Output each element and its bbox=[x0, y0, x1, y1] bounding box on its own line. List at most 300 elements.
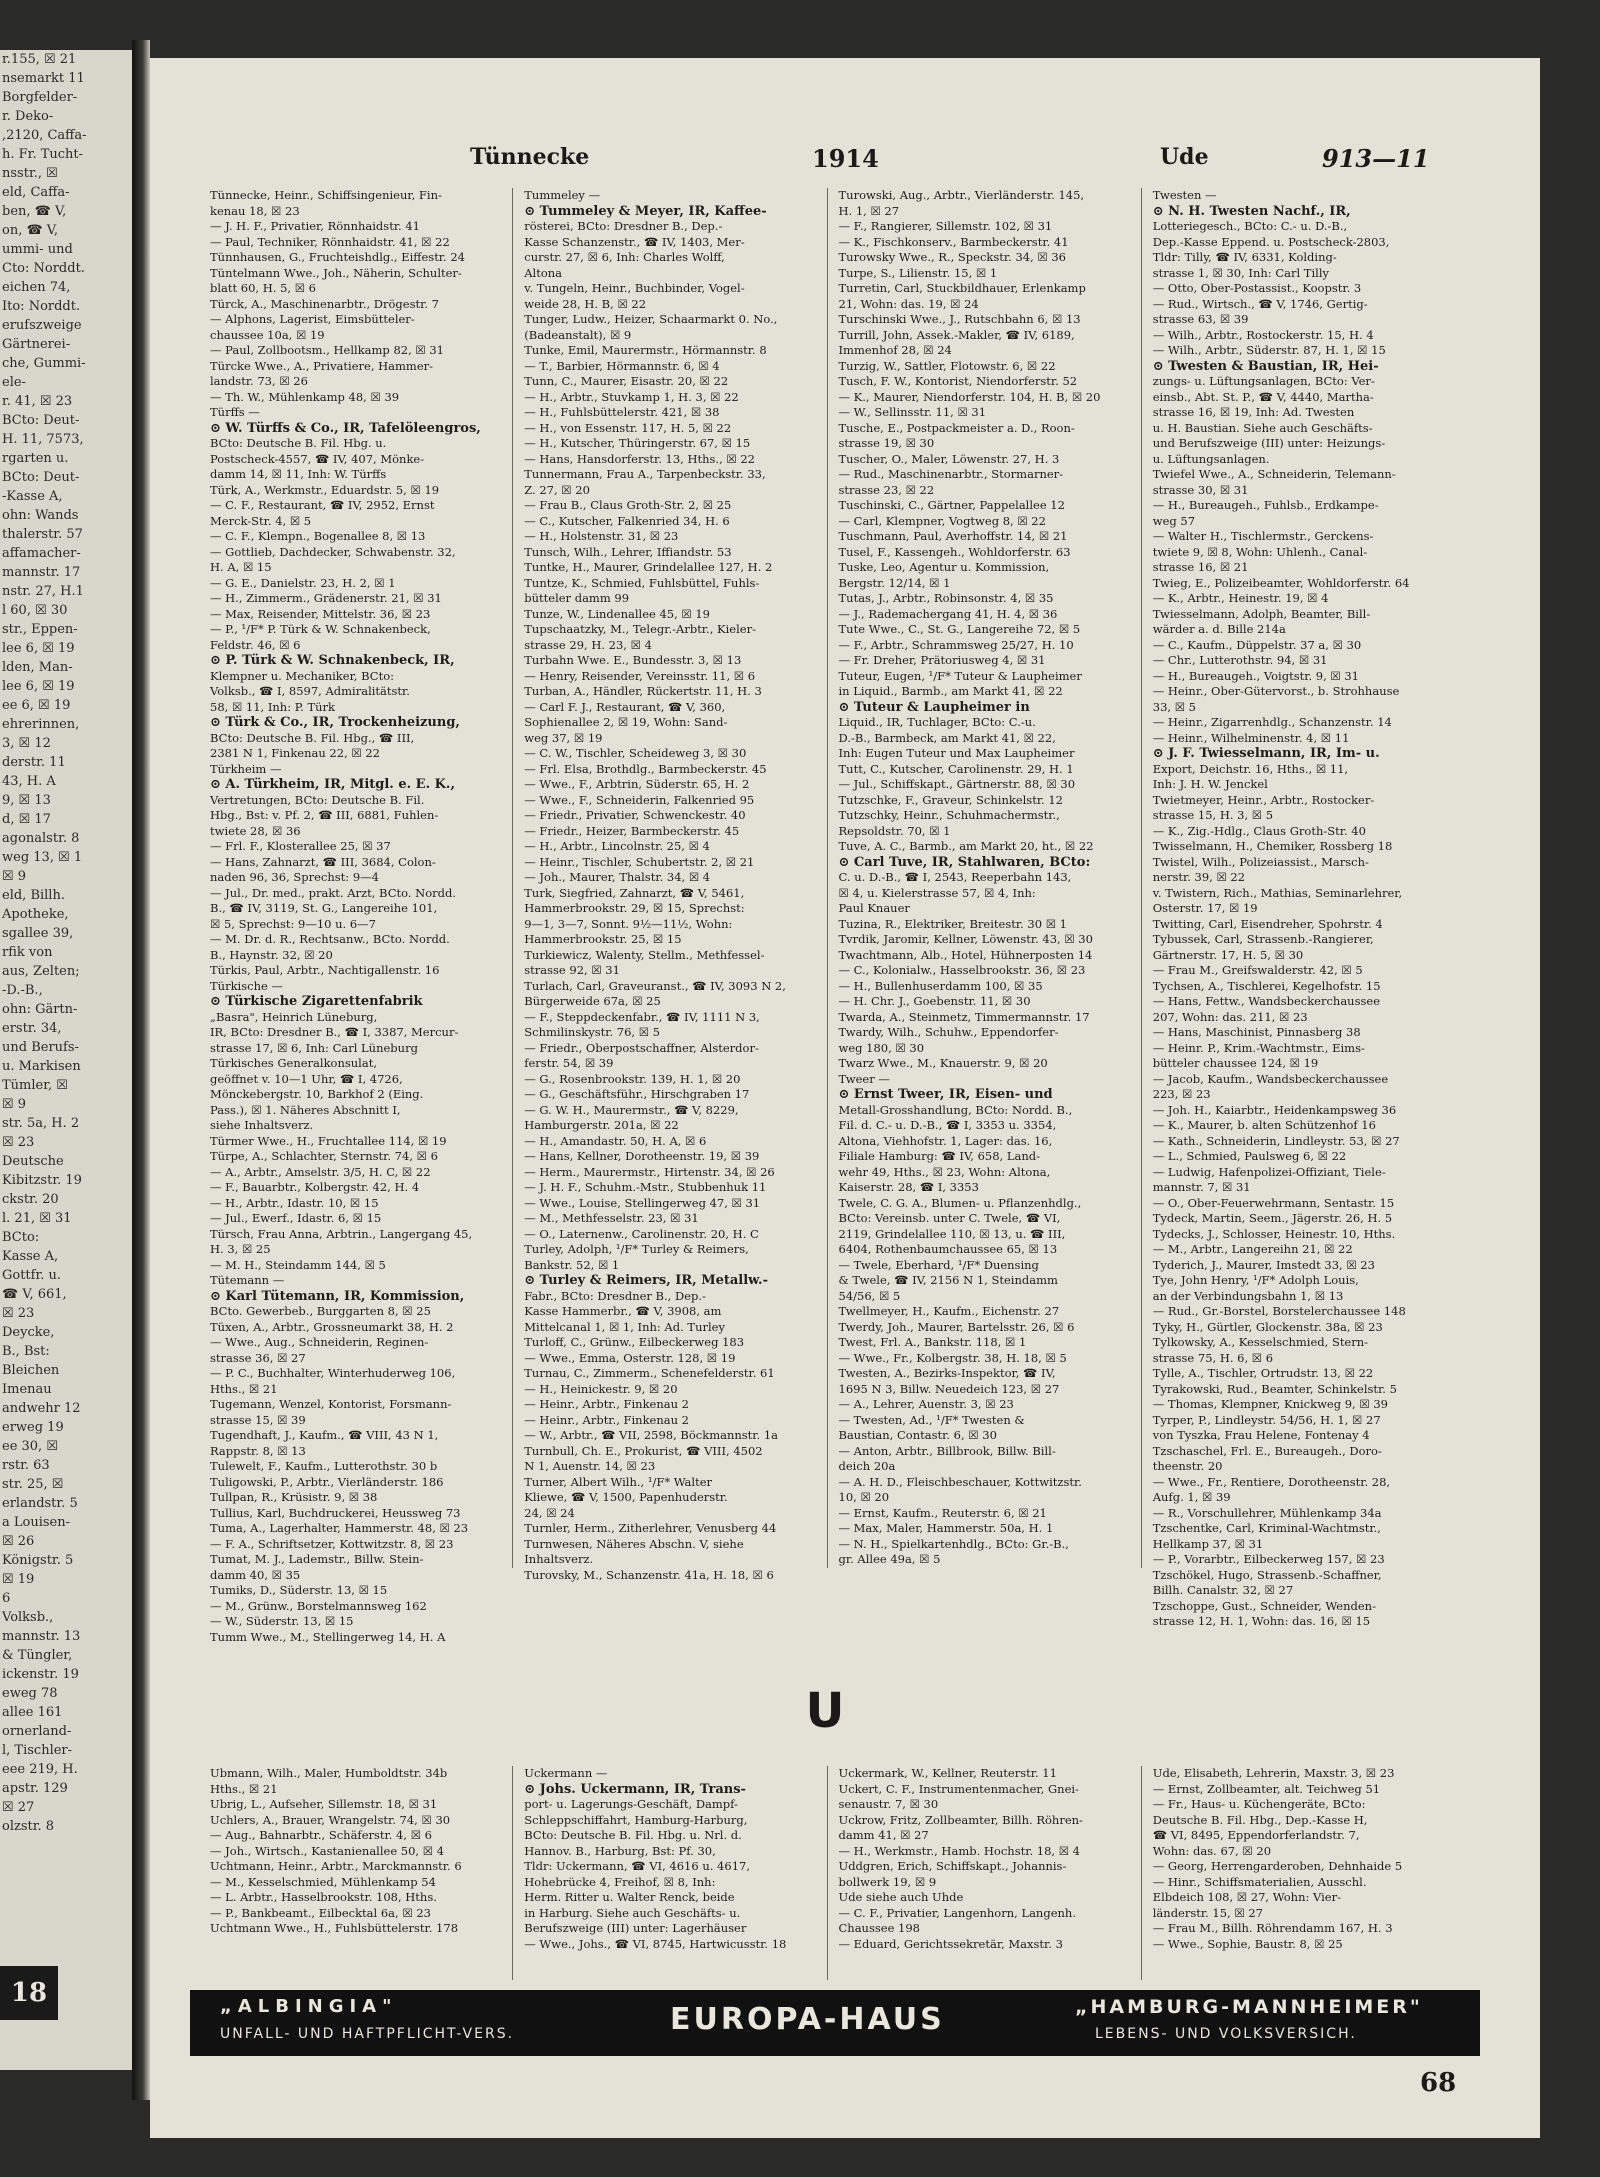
directory-entry: — Chr., Lutterothstr. 94, ☒ 31 bbox=[1152, 653, 1328, 667]
left-page-line: mannstr. 17 bbox=[2, 565, 81, 580]
directory-entry: Chaussee 198 bbox=[838, 1921, 920, 1935]
directory-entry: Kaiserstr. 28, ☎ I, 3353 bbox=[838, 1180, 979, 1194]
directory-entry: C. u. D.-B., ☎ I, 2543, Reeperbahn 143, bbox=[838, 870, 1072, 884]
left-page-line: eld, Billh. bbox=[2, 888, 65, 903]
directory-entry: Inh: Eugen Tuteur und Max Laupheimer bbox=[838, 746, 1075, 760]
left-page-line: Kibitzstr. 19 bbox=[2, 1173, 82, 1188]
directory-entry: Tüxen, A., Arbtr., Grossneumarkt 38, H. 2 bbox=[210, 1319, 454, 1334]
directory-entry: — Thomas, Klempner, Knickweg 9, ☒ 39 bbox=[1152, 1397, 1388, 1411]
directory-entry: — Wwe., Fr., Kolbergstr. 38, H. 18, ☒ 5 bbox=[838, 1350, 1067, 1365]
directory-entry: — H., Bureaugeh., Fuhlsb., Erdkampe- bbox=[1152, 498, 1379, 512]
left-page-line: eichen 74, bbox=[2, 280, 71, 295]
page-number: 68 bbox=[1420, 2068, 1457, 2098]
directory-entry: strasse 19, ☒ 30 bbox=[838, 436, 935, 450]
directory-entry: Dep.-Kasse Eppend. u. Postscheck-2803, bbox=[1152, 234, 1390, 249]
left-page-line: 6 bbox=[2, 1591, 11, 1606]
left-page-line: Tümler, ☒ bbox=[2, 1078, 68, 1093]
directory-entry: Uchlers, A., Brauer, Wrangelstr. 74, ☒ 30 bbox=[210, 1812, 451, 1827]
directory-entry: — W., Süderstr. 13, ☒ 15 bbox=[210, 1614, 354, 1628]
banner-hamburg-subtitle: LEBENS- UND VOLKSVERSICH. bbox=[1095, 2026, 1357, 2042]
directory-entry: — Paul, Techniker, Rönnhaidstr. 41, ☒ 22 bbox=[210, 234, 450, 249]
directory-entry: — Jul., Schiffskapt., Gärtnerstr. 88, ☒ 30 bbox=[838, 777, 1076, 791]
directory-entry: — H., Heinickestr. 9, ☒ 20 bbox=[524, 1381, 678, 1396]
directory-entry: — L. Arbtr., Hasselbrookstr. 108, Hths. bbox=[210, 1890, 437, 1904]
directory-entry: ⊙ Johs. Uckermann, IR, Trans- bbox=[524, 1781, 746, 1797]
directory-entry: Schmilinskystr. 76, ☒ 5 bbox=[524, 1025, 660, 1039]
directory-entry: Türcke Wwe., A., Privatiere, Hammer- bbox=[210, 358, 434, 373]
directory-entry: weg 57 bbox=[1152, 513, 1196, 528]
left-page-line: erweg 19 bbox=[2, 1420, 64, 1435]
directory-entry: Turban, A., Händler, Rückertstr. 11, H. 3 bbox=[524, 684, 762, 698]
directory-entry: deich 20a bbox=[838, 1459, 896, 1473]
directory-entry: BCto: Deutsche B. Fil. Hbg. u. Nrl. d. bbox=[524, 1828, 742, 1842]
directory-entry: — Heinr., Arbtr., Finkenau 2 bbox=[524, 1397, 689, 1411]
directory-entry: — Frau B., Claus Groth-Str. 2, ☒ 25 bbox=[524, 498, 732, 512]
directory-entry: Tuschinski, C., Gärtner, Pappelallee 12 bbox=[838, 498, 1065, 512]
directory-entry: — Twesten, Ad., ¹/F* Twesten & bbox=[838, 1412, 1025, 1427]
directory-entry: Hohebrücke 4, Freihof, ☒ 8, Inh: bbox=[524, 1874, 716, 1889]
directory-entry: strasse 12, H. 1, Wohn: das. 16, ☒ 15 bbox=[1152, 1614, 1371, 1628]
directory-entry: — Anton, Arbtr., Billbrook, Billw. Bill- bbox=[838, 1443, 1056, 1458]
directory-entry: 21, Wohn: das. 19, ☒ 24 bbox=[838, 296, 979, 311]
directory-entry: blatt 60, H. 5, ☒ 6 bbox=[210, 281, 316, 295]
directory-entry: Türck, A., Maschinenarbtr., Drögestr. 7 bbox=[210, 296, 439, 311]
directory-entry: Tüntelmann Wwe., Joh., Näherin, Schulter- bbox=[210, 265, 462, 280]
directory-entry: Tuscher, O., Maler, Löwenstr. 27, H. 3 bbox=[838, 451, 1060, 466]
left-page-line: lden, Man- bbox=[2, 660, 73, 675]
left-page-line: ohn: Gärtn- bbox=[2, 1002, 78, 1017]
directory-entry: — K., Zig.-Hdlg., Claus Groth-Str. 40 bbox=[1152, 823, 1366, 838]
directory-entry: (Badeanstalt), ☒ 9 bbox=[524, 327, 632, 342]
directory-entry: — Wwe., Aug., Schneiderin, Reginen- bbox=[210, 1335, 429, 1349]
directory-entry: & Twele, ☎ IV, 2156 N 1, Steindamm bbox=[838, 1273, 1058, 1287]
directory-entry: Z. 27, ☒ 20 bbox=[524, 482, 590, 497]
directory-entry: Billh. Canalstr. 32, ☒ 27 bbox=[1152, 1583, 1294, 1597]
directory-entry: ⊙ Ernst Tweer, IR, Eisen- und bbox=[838, 1087, 1053, 1102]
directory-entry: länderstr. 15, ☒ 27 bbox=[1152, 1905, 1263, 1920]
directory-entry: — F., Bauarbtr., Kolbergstr. 42, H. 4 bbox=[210, 1180, 420, 1194]
directory-entry: — Heinr., Zigarrenhdlg., Schanzenstr. 14 bbox=[1152, 715, 1392, 729]
directory-entry: — Max, Maler, Hammerstr. 50a, H. 1 bbox=[838, 1521, 1054, 1535]
left-page-line: olzstr. 8 bbox=[2, 1819, 55, 1834]
directory-entry: — Heinr., Arbtr., Finkenau 2 bbox=[524, 1412, 689, 1427]
directory-entry: gr. Allee 49a, ☒ 5 bbox=[838, 1552, 941, 1566]
directory-entry: Tullpan, R., Krüsistr. 9, ☒ 38 bbox=[210, 1490, 378, 1504]
directory-entry: Turloff, C., Grünw., Eilbeckerweg 183 bbox=[524, 1335, 745, 1349]
directory-entry: — L., Schmied, Paulsweg 6, ☒ 22 bbox=[1152, 1149, 1347, 1163]
directory-entry: Baustian, Contastr. 6, ☒ 30 bbox=[838, 1428, 997, 1442]
directory-entry: Tydecks, J., Schlosser, Heinestr. 10, Hths. bbox=[1152, 1226, 1396, 1241]
directory-entry: Osterstr. 17, ☒ 19 bbox=[1152, 901, 1258, 915]
directory-entry: — Friedr., Privatier, Schwenckestr. 40 bbox=[524, 808, 746, 822]
directory-entry: — Alphons, Lagerist, Eimsbütteler- bbox=[210, 312, 415, 326]
directory-entry: — Wwe., F., Arbtrin, Süderstr. 65, H. 2 bbox=[524, 777, 750, 791]
directory-entry: Tunsch, Wilh., Lehrer, Iffiandstr. 53 bbox=[524, 544, 732, 559]
header-right-word: Ude bbox=[1160, 144, 1209, 170]
directory-entry: Tuntze, K., Schmied, Fuhlsbüttel, Fuhls- bbox=[524, 575, 760, 590]
left-page-line: Apotheke, bbox=[2, 907, 69, 922]
left-page-line: apstr. 129 bbox=[2, 1781, 68, 1796]
directory-entry: Ubrig, L., Aufseher, Sillemstr. 18, ☒ 31 bbox=[210, 1797, 438, 1811]
left-page-line: ☒ 9 bbox=[2, 1097, 27, 1112]
directory-entry: rösterei, BCto: Dresdner B., Dep.- bbox=[524, 219, 723, 233]
left-page-line: ickenstr. 19 bbox=[2, 1667, 79, 1682]
directory-entry: weide 28, H. B, ☒ 22 bbox=[524, 296, 647, 311]
directory-entry: Turbahn Wwe. E., Bundesstr. 3, ☒ 13 bbox=[524, 653, 742, 667]
directory-entry: Tummeley — bbox=[524, 188, 601, 202]
left-page-line: erstr. 34, bbox=[2, 1021, 62, 1036]
left-page-line: Gottfr. u. bbox=[2, 1268, 62, 1283]
directory-entry: Turzig, W., Sattler, Flotowstr. 6, ☒ 22 bbox=[838, 358, 1056, 373]
directory-entry: Hths., ☒ 21 bbox=[210, 1781, 278, 1796]
directory-entry: Türpe, A., Schlachter, Sternstr. 74, ☒ 6 bbox=[210, 1149, 438, 1163]
directory-entry: wärder a. d. Bille 214a bbox=[1152, 622, 1286, 636]
left-page-line: ehrerinnen, bbox=[2, 717, 80, 732]
directory-entry: Uckermann — bbox=[524, 1766, 608, 1780]
directory-entry: Liquid., IR, Tuchlager, BCto: C.-u. bbox=[838, 715, 1036, 729]
left-page-line: Volksb., bbox=[2, 1610, 54, 1625]
directory-entry: Tupschaatzky, M., Telegr.-Arbtr., Kieler- bbox=[524, 622, 756, 636]
directory-entry: — Kath., Schneiderin, Lindleystr. 53, ☒ 27 bbox=[1152, 1133, 1400, 1148]
left-page-lines bbox=[0, 50, 132, 1836]
page-bottom-edge bbox=[150, 2138, 1540, 2177]
directory-entry: strasse 1, ☒ 30, Inh: Carl Tilly bbox=[1152, 265, 1330, 280]
directory-entry: Türffs — bbox=[210, 405, 260, 419]
directory-entry: Tütemann — bbox=[210, 1273, 285, 1287]
directory-entry: Postscheck-4557, ☎ IV, 407, Mönke- bbox=[210, 451, 425, 466]
left-page-line: agonalstr. 8 bbox=[2, 831, 80, 846]
directory-entry: Metall-Grosshandlung, BCto: Nordd. B., bbox=[838, 1102, 1073, 1117]
left-page-line: eld, Caffa- bbox=[2, 185, 70, 200]
directory-entry: Tute Wwe., C., St. G., Langereihe 72, ☒ 5 bbox=[838, 622, 1081, 636]
directory-entry: Gärtnerstr. 17, H. 5, ☒ 30 bbox=[1152, 947, 1304, 962]
directory-entry: Uchtmann, Heinr., Arbtr., Marckmannstr. 6 bbox=[210, 1859, 462, 1873]
directory-entry: Tuschmann, Paul, Averhoffstr. 14, ☒ 21 bbox=[838, 529, 1068, 543]
directory-entry: Turnbull, Ch. E., Prokurist, ☎ VIII, 4502 bbox=[524, 1443, 763, 1458]
directory-entry: Merck-Str. 4, ☒ 5 bbox=[210, 513, 312, 528]
directory-entry: — C. F., Klempn., Bogenallee 8, ☒ 13 bbox=[210, 529, 426, 543]
directory-entry: — K., Maurer, b. alten Schützenhof 16 bbox=[1152, 1118, 1376, 1132]
banner-albingia: „ALBINGIA" bbox=[220, 1996, 398, 2017]
directory-entry: Twistel, Wilh., Polizeiassist., Marsch- bbox=[1152, 854, 1369, 869]
directory-entry: — C., Kutscher, Falkenried 34, H. 6 bbox=[524, 513, 730, 528]
left-page-line: ☎ V, 661, bbox=[2, 1287, 67, 1302]
directory-entry: ☒ 4, u. Kielerstrasse 57, ☒ 4, Inh: bbox=[838, 885, 1036, 900]
directory-entry: — H., von Essenstr. 117, H. 5, ☒ 22 bbox=[524, 420, 732, 435]
directory-entry: Tuzina, R., Elektriker, Breitestr. 30 ☒ 1 bbox=[838, 916, 1067, 931]
directory-entry: — Rud., Gr.-Borstel, Borstelerchaussee 148 bbox=[1152, 1304, 1406, 1318]
directory-entry: — Heinr., Wilhelminenstr. 4, ☒ 11 bbox=[1152, 730, 1350, 745]
directory-entry: kenau 18, ☒ 23 bbox=[210, 203, 300, 218]
directory-entry: Tyrakowski, Rud., Beamter, Schinkelstr. 5 bbox=[1152, 1381, 1397, 1396]
book-spine bbox=[132, 40, 150, 2100]
directory-entry: — O., Laternenw., Carolinenstr. 20, H. C bbox=[524, 1226, 759, 1241]
directory-entry: Twellmeyer, H., Kaufm., Eichenstr. 27 bbox=[838, 1304, 1060, 1318]
directory-entry: Tzschaschel, Frl. E., Bureaugeh., Doro- bbox=[1152, 1443, 1382, 1458]
left-page-line: ee 30, ☒ bbox=[2, 1439, 58, 1454]
section-letter-u: U bbox=[805, 1683, 845, 1739]
left-page-line: 3, ☒ 12 bbox=[2, 736, 51, 751]
directory-entry: strasse 23, ☒ 22 bbox=[838, 482, 935, 497]
directory-entry: Sophienallee 2, ☒ 19, Wohn: Sand- bbox=[524, 715, 728, 729]
directory-entry: — H., Arbtr., Stuvkamp 1, H. 3, ☒ 22 bbox=[524, 389, 739, 404]
directory-entry: Altona, Viehhofstr. 1, Lager: das. 16, bbox=[838, 1133, 1053, 1148]
left-page-line: ☒ 19 bbox=[2, 1572, 35, 1587]
directory-entry: BCto: Vereinsb. unter C. Twele, ☎ VI, bbox=[838, 1211, 1061, 1225]
u-column-4 bbox=[1148, 1766, 1455, 1980]
directory-entry: — Wwe., F., Schneiderin, Falkenried 95 bbox=[524, 792, 755, 807]
directory-entry: Ude siehe auch Uhde bbox=[838, 1890, 964, 1904]
directory-entry: H. 3, ☒ 25 bbox=[210, 1242, 271, 1256]
directory-entry: — Frl. Elsa, Brothdlg., Barmbeckerstr. 45 bbox=[524, 761, 767, 776]
left-page-footer-number: 18 bbox=[0, 1966, 58, 2020]
directory-entry: — Jul., Dr. med., prakt. Arzt, BCto. Nordd. bbox=[210, 885, 457, 900]
directory-entry: bütteler chaussee 124, ☒ 19 bbox=[1152, 1056, 1319, 1070]
directory-entry: Twarda, A., Steinmetz, Timmermannstr. 17 bbox=[838, 1009, 1090, 1024]
directory-entry: Tumm Wwe., M., Stellingerweg 14, H. A bbox=[210, 1629, 446, 1644]
directory-entry: 54/56, ☒ 5 bbox=[838, 1288, 901, 1303]
directory-entry: Tutzschky, Heinr., Schuhmachermstr., bbox=[838, 808, 1060, 822]
directory-entry: Kliewe, ☎ V, 1500, Papenhuderstr. bbox=[524, 1490, 728, 1504]
directory-entry: naden 96, 36, Sprechst: 9—4 bbox=[210, 870, 379, 884]
directory-entry: strasse 92, ☒ 31 bbox=[524, 963, 620, 977]
directory-entry: — H., Arbtr., Lincolnstr. 25, ☒ 4 bbox=[524, 839, 710, 853]
directory-entry: Tye, John Henry, ¹/F* Adolph Louis, bbox=[1152, 1273, 1359, 1287]
left-page-line: mannstr. 13 bbox=[2, 1629, 81, 1644]
directory-entry: damm 14, ☒ 11, Inh: W. Türffs bbox=[210, 467, 387, 481]
directory-entry: u. H. Baustian. Siehe auch Geschäfts- bbox=[1152, 420, 1373, 435]
directory-entry: strasse 16, ☒ 19, Inh: Ad. Twesten bbox=[1152, 405, 1355, 419]
directory-entry: — M., Arbtr., Langereihn 21, ☒ 22 bbox=[1152, 1242, 1353, 1256]
directory-entry: Turnau, C., Zimmerm., Schenefelderstr. 61 bbox=[524, 1366, 775, 1380]
directory-entry: — W., Sellinsstr. 11, ☒ 31 bbox=[838, 405, 987, 419]
directory-entry: — Rud., Maschinenarbtr., Stormarner- bbox=[838, 467, 1064, 481]
directory-entry: ⊙ J. F. Twiesselmann, IR, Im- u. bbox=[1152, 746, 1380, 761]
directory-entry: Türsch, Frau Anna, Arbtrin., Langergang 45, bbox=[210, 1226, 473, 1241]
left-page-line: l 60, ☒ 30 bbox=[2, 603, 68, 618]
directory-entry: Tyky, H., Gürtler, Glockenstr. 38a, ☒ 23 bbox=[1152, 1319, 1383, 1334]
directory-entry: 2381 N 1, Finkenau 22, ☒ 22 bbox=[210, 746, 380, 760]
directory-entry: Tugendhaft, J., Kaufm., ☎ VIII, 43 N 1, bbox=[210, 1428, 439, 1442]
directory-entry: Tylle, A., Tischler, Ortrudstr. 13, ☒ 22 bbox=[1152, 1366, 1374, 1380]
directory-entry: „Basra", Heinrich Lüneburg, bbox=[210, 1009, 378, 1024]
directory-entry: Tunke, Emil, Maurermstr., Hörmannstr. 8 bbox=[524, 343, 767, 357]
directory-entry: — H., Zimmerm., Grädenerstr. 21, ☒ 31 bbox=[210, 591, 442, 605]
directory-entry: — Carl F. J., Restaurant, ☎ V, 360, bbox=[524, 699, 726, 714]
left-page-line: -Kasse A, bbox=[2, 489, 63, 504]
directory-entry: Turowsky Wwe., R., Speckstr. 34, ☒ 36 bbox=[838, 250, 1066, 264]
directory-entry: strasse 63, ☒ 39 bbox=[1152, 312, 1249, 326]
directory-entry: Tzschoppe, Gust., Schneider, Wenden- bbox=[1152, 1598, 1376, 1613]
directory-entry: — Hans, Fettw., Wandsbeckerchaussee bbox=[1152, 994, 1381, 1008]
directory-entry: — H., Bullenhuserdamm 100, ☒ 35 bbox=[838, 978, 1043, 993]
directory-entry: Twietmeyer, Heinr., Arbtr., Rostocker- bbox=[1152, 792, 1375, 807]
directory-entry: Tvrdik, Jaromir, Kellner, Löwenstr. 43, ☒ 30 bbox=[838, 932, 1093, 946]
directory-entry: Twisselmann, H., Chemiker, Rossberg 18 bbox=[1152, 839, 1393, 853]
left-page-line: Ito: Norddt. bbox=[2, 299, 81, 314]
directory-entry: Paul Knauer bbox=[838, 901, 910, 915]
page-header bbox=[150, 144, 1540, 184]
directory-entry: und Berufszweige (III) unter: Heizungs- bbox=[1152, 436, 1386, 450]
directory-entry: — Hans, Hansdorferstr. 13, Hths., ☒ 22 bbox=[524, 451, 755, 466]
directory-entry: Repsoldstr. 70, ☒ 1 bbox=[838, 823, 951, 838]
directory-entry: ☒ 5, Sprechst: 9—10 u. 6—7 bbox=[210, 916, 376, 931]
directory-entry: — M., Grünw., Borstelmannsweg 162 bbox=[210, 1598, 427, 1613]
left-page-line: ohn: Wands bbox=[2, 508, 79, 523]
header-page-range: 913—11 bbox=[1322, 144, 1430, 173]
directory-entry: — Joh. H., Kaiarbtr., Heidenkampsweg 36 bbox=[1152, 1102, 1397, 1117]
directory-entry: Turpe, S., Lilienstr. 15, ☒ 1 bbox=[838, 265, 998, 280]
directory-entry: — Heinr., Tischler, Schubertstr. 2, ☒ 21 bbox=[524, 854, 755, 869]
directory-entry: — Frau M., Billh. Röhrendamm 167, H. 3 bbox=[1152, 1921, 1393, 1935]
directory-entry: — N. H., Spielkartenhdlg., BCto: Gr.-B., bbox=[838, 1536, 1069, 1551]
directory-entry: — Joh., Maurer, Thalstr. 34, ☒ 4 bbox=[524, 870, 711, 884]
directory-entry: ⊙ P. Türk & W. Schnakenbeck, IR, bbox=[210, 653, 455, 668]
directory-entry: in Harburg. Siehe auch Geschäfts- u. bbox=[524, 1905, 741, 1920]
directory-entry: Fil. d. C.- u. D.-B., ☎ I, 3353 u. 3354, bbox=[838, 1118, 1057, 1132]
directory-entry: Tunger, Ludw., Heizer, Schaarmarkt 0. No., bbox=[524, 312, 778, 326]
left-page-line: ,2120, Caffa- bbox=[2, 128, 87, 143]
directory-entry: Export, Deichstr. 16, Hths., ☒ 11, bbox=[1152, 761, 1349, 776]
left-page-line: str. 5a, H. 2 bbox=[2, 1116, 80, 1131]
directory-entry: — C. F., Restaurant, ☎ IV, 2952, Ernst bbox=[210, 498, 435, 512]
header-year: 1914 bbox=[812, 144, 879, 173]
directory-entry: — G. W. H., Maurermstr., ☎ V, 8229, bbox=[524, 1102, 739, 1117]
directory-entry: Tydeck, Martin, Seem., Jägerstr. 26, H. 5 bbox=[1152, 1211, 1393, 1225]
directory-entry: ⊙ Tuteur & Laupheimer in bbox=[838, 699, 1030, 715]
directory-entry: v. Twistern, Rich., Mathias, Seminarlehrer, bbox=[1152, 885, 1403, 900]
directory-entry: — F., Steppdeckenfabr., ☎ IV, 1111 N 3, bbox=[524, 1009, 760, 1024]
directory-entry: Twerdy, Joh., Maurer, Bartelsstr. 26, ☒ 6 bbox=[838, 1319, 1075, 1334]
left-page-line: Königstr. 5 bbox=[2, 1553, 74, 1568]
directory-entry: — Carl, Klempner, Vogtweg 8, ☒ 22 bbox=[838, 513, 1046, 528]
directory-entry: — M. H., Steindamm 144, ☒ 5 bbox=[210, 1257, 386, 1272]
directory-entry: Tugemann, Wenzel, Kontorist, Forsmann- bbox=[210, 1397, 452, 1411]
directory-entry: Tybussek, Carl, Strassenb.-Rangierer, bbox=[1152, 932, 1374, 946]
directory-entry: u. Lüftungsanlagen. bbox=[1152, 451, 1270, 466]
directory-entry: port- u. Lagerungs-Geschäft, Dampf- bbox=[524, 1797, 738, 1811]
directory-entry: — H., Kutscher, Thüringerstr. 67, ☒ 15 bbox=[524, 436, 751, 450]
left-page-line: BCto: Deut- bbox=[2, 470, 80, 485]
directory-entry: ⊙ Turley & Reimers, IR, Metallw.- bbox=[524, 1273, 768, 1288]
left-page-line: lee 6, ☒ 19 bbox=[2, 641, 75, 656]
directory-entry: Pass.), ☒ 1. Näheres Abschnitt I, bbox=[210, 1102, 401, 1117]
directory-entry: Tusche, E., Postpackmeister a. D., Roon- bbox=[838, 420, 1075, 435]
left-page-line: rgarten u. bbox=[2, 451, 69, 466]
directory-entry: Twiefel Wwe., A., Schneiderin, Telemann- bbox=[1152, 467, 1396, 481]
directory-entry: Tldr: Uckermann, ☎ VI, 4616 u. 4617, bbox=[524, 1859, 750, 1873]
directory-entry: — Friedr., Heizer, Barmbeckerstr. 45 bbox=[524, 823, 740, 838]
banner-albingia-subtitle: UNFALL- UND HAFTPFLICHT-VERS. bbox=[220, 2026, 515, 2042]
directory-entry: v. Tungeln, Heinr., Buchbinder, Vogel- bbox=[524, 281, 745, 295]
left-page-line: H. 11, 7573, bbox=[2, 432, 84, 447]
directory-entry: — K., Arbtr., Heinestr. 19, ☒ 4 bbox=[1152, 591, 1329, 605]
directory-entry: Tutas, J., Arbtr., Robinsonstr. 4, ☒ 35 bbox=[838, 591, 1054, 605]
directory-entry: Herm. Ritter u. Walter Renck, beide bbox=[524, 1890, 735, 1904]
directory-entry: Tzschökel, Hugo, Strassenb.-Schaffner, bbox=[1152, 1567, 1382, 1582]
left-page-line: d, ☒ 17 bbox=[2, 812, 51, 827]
directory-entry: — H., Bureaugeh., Voigtstr. 9, ☒ 31 bbox=[1152, 668, 1359, 683]
directory-entry: — Joh., Wirtsch., Kastanienallee 50, ☒ 4 bbox=[210, 1843, 445, 1858]
left-page-line: ckstr. 20 bbox=[2, 1192, 59, 1207]
directory-entry: Deutsche B. Fil. Hbg., Dep.-Kasse H, bbox=[1152, 1812, 1368, 1827]
left-page-line: erufszweige bbox=[2, 318, 82, 333]
u-column-3 bbox=[834, 1766, 1142, 1980]
directory-entry: — P., ¹/F* P. Türk & W. Schnakenbeck, bbox=[210, 622, 431, 636]
directory-entry: Tunnermann, Frau A., Tarpenbeckstr. 33, bbox=[524, 467, 766, 481]
directory-entry: Tutzschke, F., Graveur, Schinkelstr. 12 bbox=[838, 792, 1064, 807]
directory-entry: — Herm., Maurermstr., Hirtenstr. 34, ☒ 26 bbox=[524, 1164, 775, 1179]
directory-entry: Tyderich, J., Maurer, Imstedt 33, ☒ 23 bbox=[1152, 1257, 1375, 1272]
directory-entry: Twarz Wwe., M., Knauerstr. 9, ☒ 20 bbox=[838, 1056, 1048, 1070]
directory-entry: ⊙ Karl Tütemann, IR, Kommission, bbox=[210, 1288, 465, 1304]
directory-entry: Rappstr. 8, ☒ 13 bbox=[210, 1443, 306, 1458]
directory-entry: 9—1, 3—7, Sonnt. 9½—11½, Wohn: bbox=[524, 916, 733, 931]
directory-entry: Hammerbrookstr. 25, ☒ 15 bbox=[524, 932, 682, 946]
directory-entry: mannstr. 7, ☒ 31 bbox=[1152, 1180, 1251, 1194]
directory-entry: Schleppschiffahrt, Hamburg-Harburg, bbox=[524, 1812, 748, 1827]
directory-entry: Filiale Hamburg: ☎ IV, 658, Land- bbox=[838, 1149, 1040, 1163]
directory-entry: strasse 29, H. 23, ☒ 4 bbox=[524, 637, 652, 652]
directory-entry: Turnwesen, Näheres Abschn. V, siehe bbox=[524, 1536, 744, 1551]
directory-entry: weg 180, ☒ 30 bbox=[838, 1040, 925, 1055]
directory-entry: N 1, Auenstr. 14, ☒ 23 bbox=[524, 1459, 656, 1473]
directory-entry: — M., Kesselschmied, Mühlenkamp 54 bbox=[210, 1874, 436, 1889]
directory-entry: Tumiks, D., Süderstr. 13, ☒ 15 bbox=[210, 1583, 388, 1597]
directory-entry: Lotteriegesch., BCto: C.- u. D.-B., bbox=[1152, 219, 1348, 233]
left-page-line: ornerland- bbox=[2, 1724, 72, 1739]
directory-entry: IR, BCto: Dresdner B., ☎ I, 3387, Mercur- bbox=[210, 1025, 459, 1039]
directory-entry: landstr. 73, ☒ 26 bbox=[210, 374, 308, 388]
directory-entry: Turovsky, M., Schanzenstr. 41a, H. 18, ☒ 6 bbox=[524, 1567, 774, 1582]
directory-entry: — C. F., Privatier, Langenhorn, Langenh. bbox=[838, 1905, 1076, 1920]
directory-entry: twiete 28, ☒ 36 bbox=[210, 823, 301, 838]
directory-entry: Turretin, Carl, Stuckbildhauer, Erlenkamp bbox=[838, 281, 1086, 295]
directory-entry: — H., Holstenstr. 31, ☒ 23 bbox=[524, 529, 679, 543]
left-page-line: aus, Zelten; bbox=[2, 964, 80, 979]
directory-entry: — Hinr., Schiffsmaterialien, Ausschl. bbox=[1152, 1874, 1367, 1889]
directory-entry: Tweer — bbox=[838, 1071, 890, 1086]
left-page-line: Imenau bbox=[2, 1382, 52, 1397]
directory-entry: Uchtmann Wwe., H., Fuhlsbüttelerstr. 178 bbox=[210, 1921, 459, 1935]
directory-entry: Tuske, Leo, Agentur u. Kommission, bbox=[838, 560, 1050, 574]
directory-entry: — Max, Reisender, Mittelstr. 36, ☒ 23 bbox=[210, 606, 431, 621]
directory-entry: theenstr. 20 bbox=[1152, 1459, 1223, 1473]
directory-column-1 bbox=[205, 188, 513, 1644]
left-page-line: str. 25, ☒ bbox=[2, 1477, 64, 1492]
directory-entry: — Georg, Herrengarderoben, Dehnhaide 5 bbox=[1152, 1859, 1403, 1873]
directory-entry: Bürgerweide 67a, ☒ 25 bbox=[524, 994, 661, 1008]
directory-entry: ⊙ Türk & Co., IR, Trockenheizung, bbox=[210, 715, 460, 730]
directory-entry: — Jacob, Kaufm., Wandsbeckerchaussee bbox=[1152, 1071, 1389, 1086]
left-page-line: Gärtnerei- bbox=[2, 337, 71, 352]
directory-entry: — Jul., Ewerf., Idastr. 6, ☒ 15 bbox=[210, 1211, 382, 1225]
directory-entry: — H., Fuhlsbüttelerstr. 421, ☒ 38 bbox=[524, 405, 720, 419]
directory-entry: — H., Amandastr. 50, H. A, ☒ 6 bbox=[524, 1133, 707, 1148]
directory-entry: ferstr. 54, ☒ 39 bbox=[524, 1056, 614, 1070]
directory-entry: — Heinr. P., Krim.-Wachtmstr., Eims- bbox=[1152, 1040, 1365, 1055]
directory-entry: weg 37, ☒ 19 bbox=[524, 730, 603, 745]
directory-entry: — H., Werkmstr., Hamb. Hochstr. 18, ☒ 4 bbox=[838, 1843, 1080, 1858]
directory-entry: — C. W., Tischler, Scheideweg 3, ☒ 30 bbox=[524, 746, 747, 760]
directory-entry: Volksb., ☎ I, 8597, Admiralitätstr. bbox=[210, 684, 410, 698]
directory-entry: — P., Bankbeamt., Eilbecktal 6a, ☒ 23 bbox=[210, 1905, 431, 1920]
directory-entry: Turk, Siegfried, Zahnarzt, ☎ V, 5461, bbox=[524, 885, 745, 900]
directory-entry: — Aug., Bahnarbtr., Schäferstr. 4, ☒ 6 bbox=[210, 1828, 432, 1842]
directory-entry: — M. Dr. d. R., Rechtsanw., BCto. Nordd. bbox=[210, 932, 450, 946]
directory-entry: Tuteur, Eugen, ¹/F* Tuteur & Laupheimer bbox=[838, 668, 1082, 683]
directory-entry: Twest, Frl. A., Bankstr. 118, ☒ 1 bbox=[838, 1335, 1027, 1349]
